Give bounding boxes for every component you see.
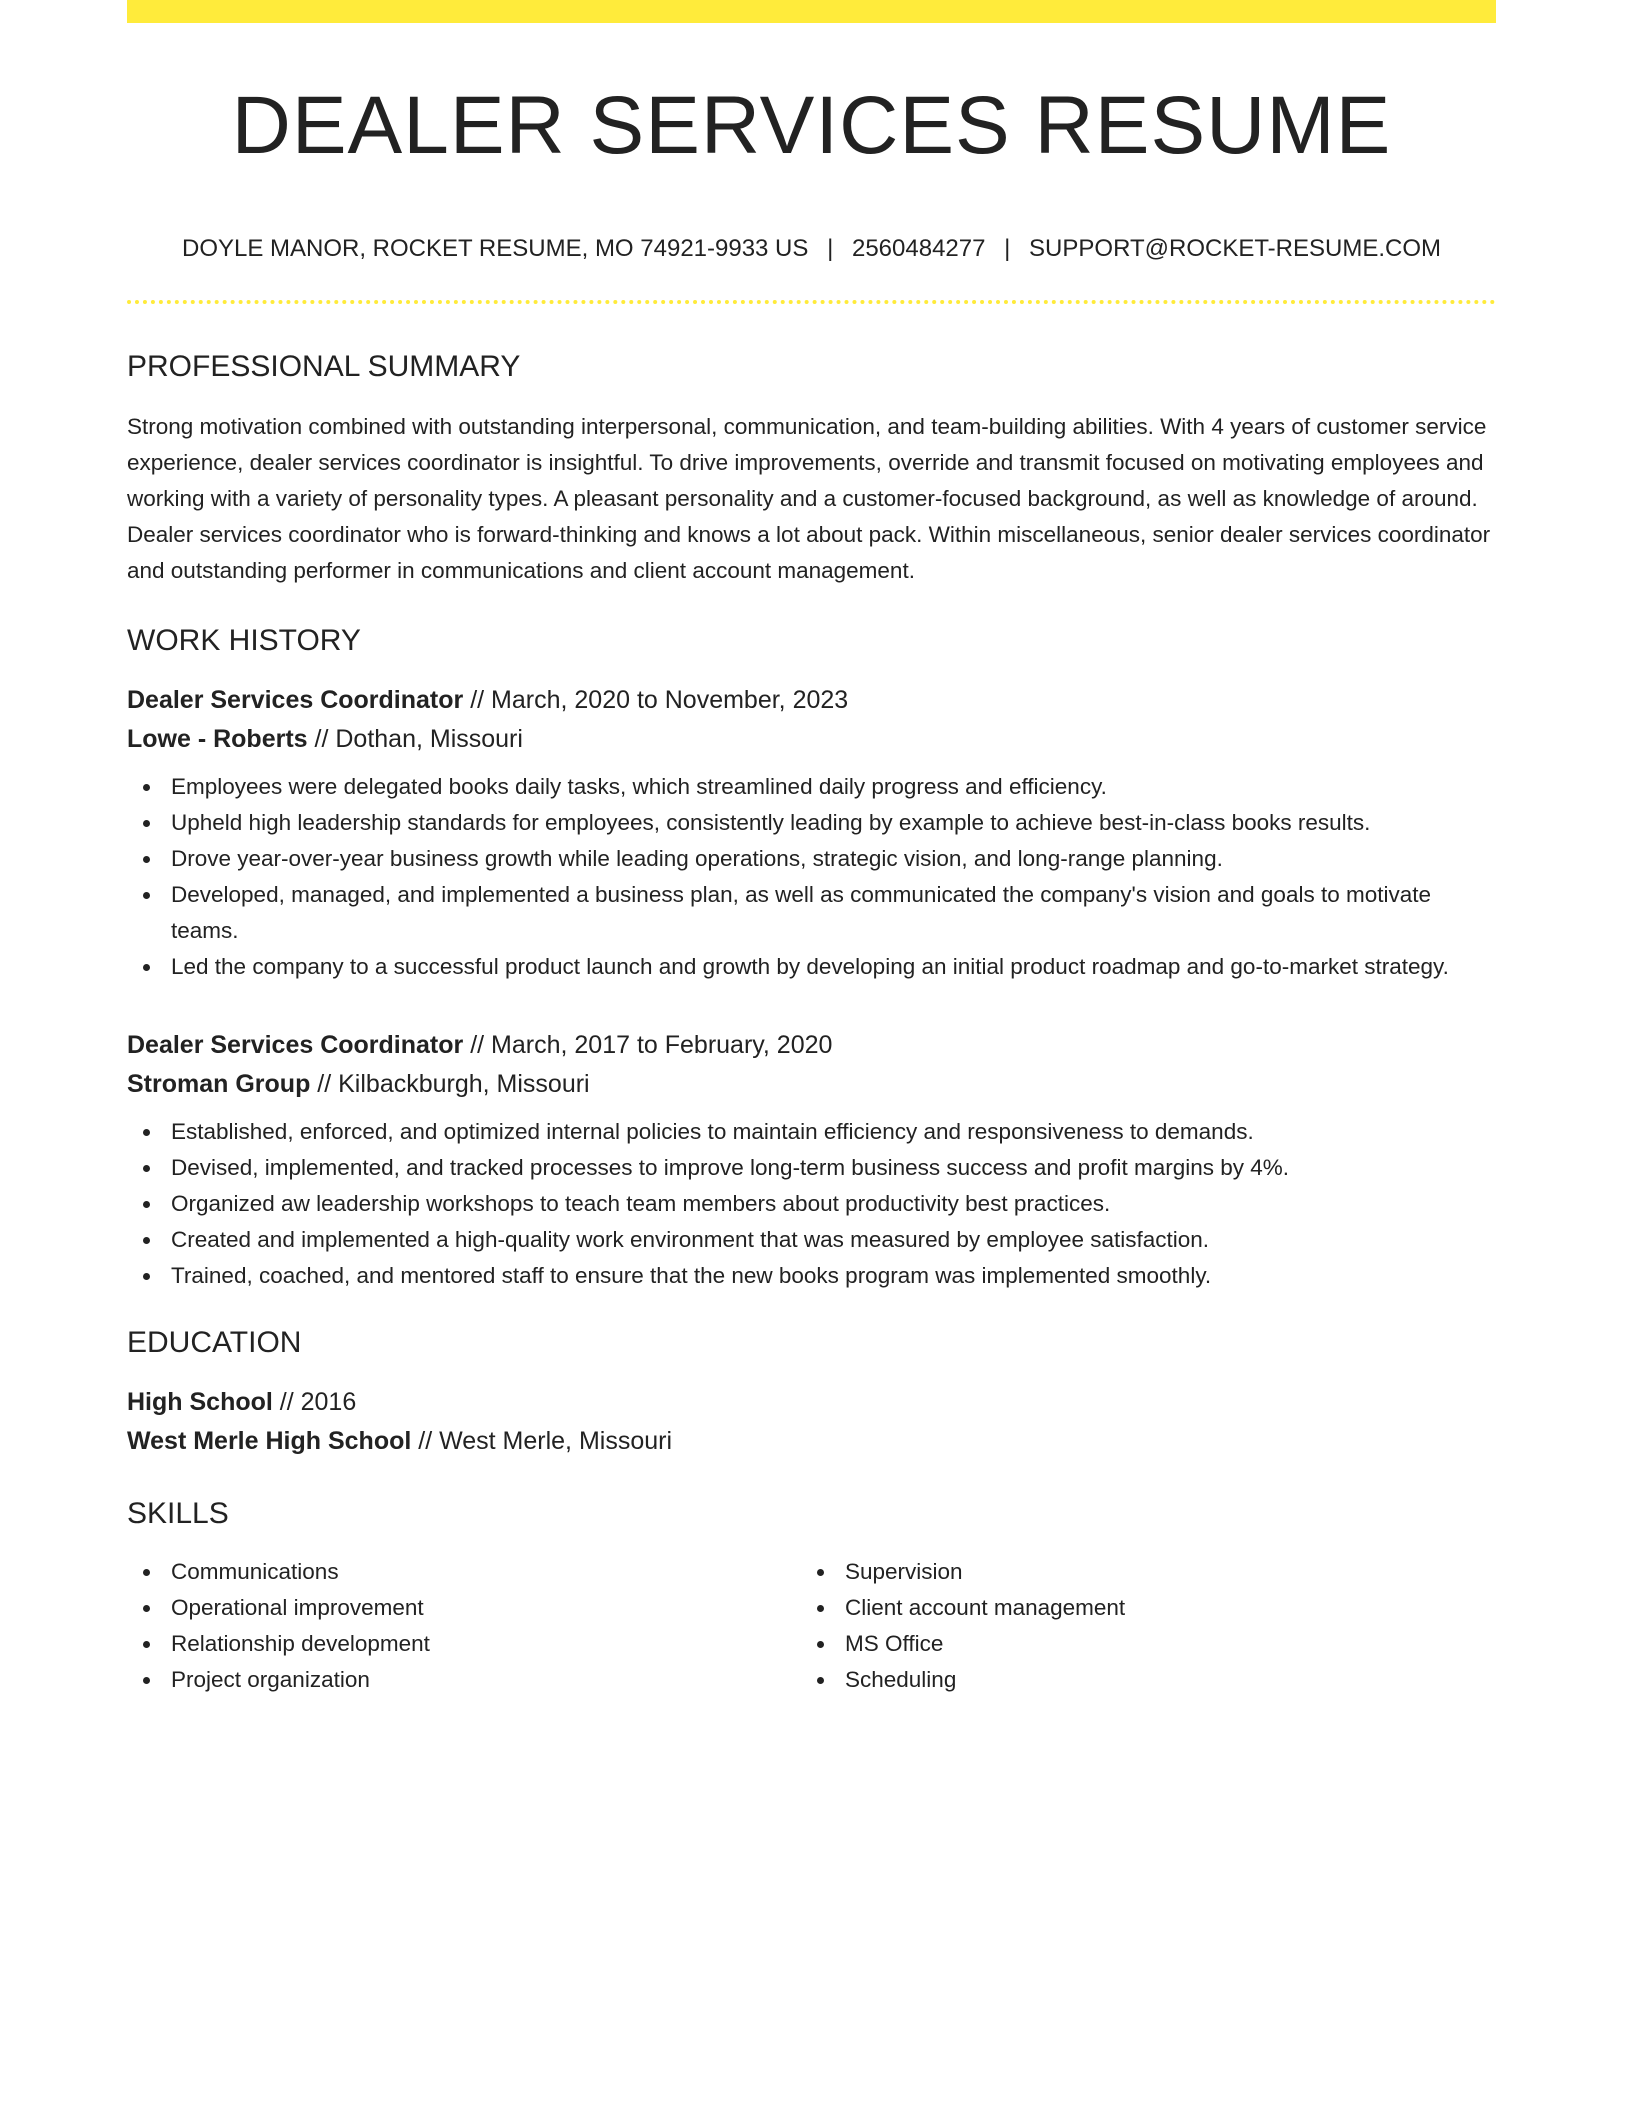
- job-bullet: Trained, coached, and mentored staff to ensure that the new books program was implemented smoothly.: [127, 1258, 1496, 1294]
- education-year: // 2016: [272, 1388, 357, 1416]
- education-school-line: [127, 1422, 1496, 1461]
- contact-line: [127, 237, 1496, 261]
- job-bullet: Created and implemented a high-quality work environment that was measured by employee satisfaction.: [127, 1222, 1496, 1258]
- job-title-line: [127, 1026, 1496, 1065]
- education-degree: High School: [127, 1388, 273, 1416]
- education-entry: [127, 1383, 1496, 1461]
- skill-item: Project organization: [127, 1662, 801, 1698]
- job-company: Lowe - Roberts: [127, 725, 308, 753]
- job-dates: // March, 2020 to November, 2023: [463, 686, 849, 714]
- job-bullet: Devised, implemented, and tracked processes to improve long-term business success and profit margins by 4%.: [127, 1150, 1496, 1186]
- job-company-line: [127, 720, 1496, 759]
- skills-column-left: [127, 1554, 801, 1698]
- skill-item: Scheduling: [801, 1662, 1475, 1698]
- skill-item: Communications: [127, 1554, 801, 1590]
- resume-title: DEALER SERVICES RESUME: [231, 80, 1392, 171]
- education-location: // West Merle, Missouri: [411, 1427, 673, 1455]
- contact-address: DOYLE MANOR, ROCKET RESUME, MO 74921-9933 US: [181, 235, 809, 262]
- job-bullets: [127, 1114, 1496, 1294]
- job-entry: [127, 1026, 1496, 1104]
- job-bullet: Upheld high leadership standards for employees, consistently leading by example to achieve best-in-class books results.: [127, 805, 1496, 841]
- education-degree-line: [127, 1383, 1496, 1422]
- skills-grid: [127, 1554, 1496, 1698]
- skill-item: Supervision: [801, 1554, 1475, 1590]
- job-location: // Dothan, Missouri: [307, 725, 523, 753]
- education-heading: EDUCATION: [127, 1326, 302, 1359]
- job-role: Dealer Services Coordinator: [127, 1031, 464, 1059]
- summary-heading: PROFESSIONAL SUMMARY: [127, 350, 521, 383]
- job-dates: // March, 2017 to February, 2020: [463, 1031, 833, 1059]
- summary-text: Strong motivation combined with outstanding interpersonal, communication, and team-building abilities. With 4 years of customer service experience, dealer services coordinator is insightful. To drive improvements, override and transmit focused on motivating employees and working with a variety of personality types. A pleasant personality and a customer-focused background, as well as knowledge of around. Dealer services coordinator who is forward-thinking and knows a lot about pack. Within miscellaneous, senior dealer services coordinator and outstanding performer in communications and client account management.: [127, 414, 1491, 583]
- job-bullet: Led the company to a successful product launch and growth by developing an initial product roadmap and go-to-market strategy.: [127, 949, 1496, 985]
- job-company: Stroman Group: [127, 1070, 311, 1098]
- skill-item: MS Office: [801, 1626, 1475, 1662]
- job-bullet: Drove year-over-year business growth while leading operations, strategic vision, and long-range planning.: [127, 841, 1496, 877]
- skill-item: Relationship development: [127, 1626, 801, 1662]
- work-history-heading: WORK HISTORY: [127, 624, 361, 657]
- job-company-line: [127, 1065, 1496, 1104]
- job-bullets: [127, 769, 1496, 985]
- contact-phone: 2560484277: [851, 235, 986, 262]
- job-role: Dealer Services Coordinator: [127, 686, 464, 714]
- resume-page: [127, 0, 1496, 1698]
- job-entry: [127, 681, 1496, 759]
- contact-separator: |: [827, 235, 834, 262]
- skills-column-right: [801, 1554, 1475, 1698]
- education-school: West Merle High School: [127, 1427, 412, 1455]
- job-title-line: [127, 681, 1496, 720]
- accent-top-bar: [127, 0, 1496, 23]
- dotted-divider: [127, 300, 1496, 304]
- job-location: // Kilbackburgh, Missouri: [310, 1070, 590, 1098]
- contact-email: SUPPORT@ROCKET-RESUME.COM: [1029, 235, 1442, 262]
- job-bullet: Employees were delegated books daily tasks, which streamlined daily progress and efficiency.: [127, 769, 1496, 805]
- skill-item: Client account management: [801, 1590, 1475, 1626]
- job-bullet: Developed, managed, and implemented a business plan, as well as communicated the company's vision and goals to motivate teams.: [127, 877, 1496, 949]
- job-bullet: Established, enforced, and optimized internal policies to maintain efficiency and responsiveness to demands.: [127, 1114, 1496, 1150]
- skill-item: Operational improvement: [127, 1590, 801, 1626]
- skills-heading: SKILLS: [127, 1497, 229, 1530]
- job-bullet: Organized aw leadership workshops to teach team members about productivity best practices.: [127, 1186, 1496, 1222]
- contact-separator: |: [1004, 235, 1011, 262]
